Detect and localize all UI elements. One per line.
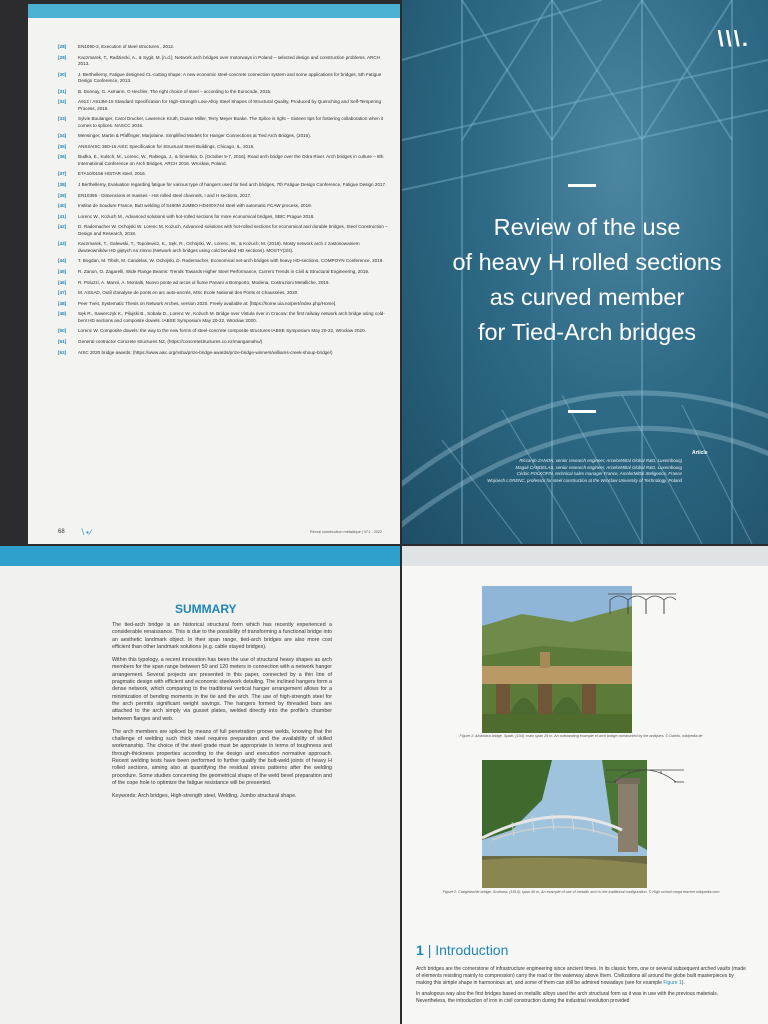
reference-number: [28] xyxy=(58,44,67,49)
article-label: Article xyxy=(692,450,708,456)
reference-item xyxy=(58,224,390,237)
article-title xyxy=(422,210,752,350)
summary-paragraph: Within this typology, a recent innovation has been the use of structural heavy shapes as arch members for the span range between 50 and 120 meters in connection with a network hanger arrangement. Several projects are presented in this paper, connected by a thin line of pragmatic design with efficient and economic steelwork detailing. The inclined hangers form a dense network, which comparing to the traditional vertical hanger arrangement allows for a minimization of bending moments in the tie and the arch. The use of high-strength steel for the arch permits significant weight savings. The hangers formed by threaded bars are attached to the arch simply via gusset plates, welded directly into the profile's chamber between flanges and web. xyxy=(112,657,332,722)
reference-item xyxy=(58,44,390,50)
reference-number: [35] xyxy=(58,143,67,149)
reference-text: T. Bogdan, M. Tibolt, M. Candelas, W. Ochojski, D. Rademacher, Economical net-arch bridges with heavy HD-sections, COMPOYN Conference, 2019. xyxy=(78,258,384,264)
page-number: 68 xyxy=(58,529,65,535)
author: Cédric POLKOFIN, technical sales manager France, ArcelorMittal Steligence, France xyxy=(516,471,682,477)
reference-number: [29] xyxy=(58,54,67,60)
reference-number: [46] xyxy=(58,279,67,285)
reference-number: [38] xyxy=(58,181,67,187)
introduction-page xyxy=(402,546,768,1024)
section-title: Introduction xyxy=(435,942,509,958)
reference-item xyxy=(58,193,390,199)
reference-item xyxy=(58,241,390,254)
intro-paragraph: In analogous way also the first bridges based on metallic alloys used the arch structural form as it was in use with the previous materials. Nevertheless, the introduction of iron in civil construction during the industrial revolution provided xyxy=(416,991,719,1004)
author: Magali CANDELAS, senior research engineer, ArcelorMittal Global R&D, Luxembourg xyxy=(515,464,682,470)
summary-heading: SUMMARY xyxy=(175,602,237,616)
figure-1-link[interactable]: Figure 1 xyxy=(663,980,682,986)
reference-item xyxy=(58,258,390,264)
section-heading: 1 | Introduction xyxy=(416,942,509,958)
reference-item xyxy=(58,154,390,167)
reference-item xyxy=(58,269,390,275)
reference-number: [41] xyxy=(58,213,67,219)
reference-item xyxy=(58,116,390,129)
page-top-band xyxy=(0,546,400,566)
reference-item xyxy=(58,311,390,324)
reference-text: ANSI/AISC 360-16 AISC Specification for Structural Steel Buildings, Chicago, IL, 2016. xyxy=(78,143,255,149)
reference-number: [51] xyxy=(58,338,67,344)
reference-text: R. Zanon, O. Zagarelli, Wide Flange Beams: Trends Towards Higher Steel Performance, Current Trends in Civil & Structural Engineering, 2019. xyxy=(78,268,370,274)
author-list xyxy=(442,458,682,484)
reference-text: Sęk R., Sawerczyk K., Pilujski B., Sobala D., Lorenc W., Kożuch M. Bridge over Vistula river in Cracow: the first railway network arch bridge using cold-bent HD sections and composite dowels. IABSE Symposium May 20-22, Wrocław 2020. xyxy=(78,311,385,323)
reference-number: [30] xyxy=(58,71,67,77)
intro-paragraph xyxy=(416,966,746,987)
journal-logo-icon: \\\. xyxy=(717,26,750,51)
reference-text: A913 / A913M-15 Standard Specification for High-Strength Low-Alloy Steel Shapes of Structural Quality, Produced by Quenching and Self-Tempering Process, 2015. xyxy=(78,99,382,111)
reference-number: [52] xyxy=(58,349,67,355)
reference-number: [40] xyxy=(58,203,67,209)
reference-number: [49] xyxy=(58,311,67,317)
journal-logo-icon: ∖•∕ xyxy=(80,528,93,537)
page-top-band xyxy=(28,4,400,18)
summary-page xyxy=(0,546,400,1024)
reference-number: [42] xyxy=(58,224,67,230)
reference-item xyxy=(58,133,390,139)
summary-paragraph: The tied-arch bridge is an historical structural form which has recently experienced a considerable renaissance. This is due to the possibility of transforming a functional bridge into an aesthetic landmark object. In their span range, tied-arch bridges are also more cost efficient than other landmark solutions (e.g. cable stayed bridges). xyxy=(112,622,332,650)
title-line: of heavy H rolled sections xyxy=(452,249,722,275)
reference-text: Lorenc W., Kożuch M., Advanced solutions with hot-rolled sections for more economical bridges, SBIC Prague 2018. xyxy=(78,213,315,219)
reference-list xyxy=(58,44,390,360)
arch-sketch-icon xyxy=(604,762,686,786)
reference-item xyxy=(58,280,390,286)
reference-text: Institut de Soudure France, Butt welding of S460M JUMBO HD400X744 steel with automatic FCAW process, 2018. xyxy=(78,203,312,209)
introduction-body xyxy=(416,966,746,1009)
reference-number: [50] xyxy=(58,328,67,334)
author: Wojciech LORENC, professor for steel construction at the Wroclaw University of Technology, Poland xyxy=(487,477,682,483)
intro-text: Arch bridges are the cornerstone of infrastructure engineering since ancient times. In its classic form, one or several subsequent arched vaults (made of elements resisting mainly to compression) carry the road or the waterway above them. Civilizations all around the globe built masterpieces by making this simple shape in harmonious art, and some of them can still be admired nowadays (see for example xyxy=(416,966,746,986)
reference-text: Lorenc W. Composite dowels: the way to the new forms of steel-concrete composite structures IABSE Symposium May 20-22, Wrocław 2020. xyxy=(78,328,366,334)
journal-name: Revue construction métallique | N°1 - 2022 xyxy=(310,530,383,534)
intro-text: ). xyxy=(681,980,685,986)
reference-item xyxy=(58,55,390,68)
title-line: for Tied-Arch bridges xyxy=(477,319,697,345)
reference-item xyxy=(58,350,390,356)
reference-item xyxy=(58,301,390,307)
reference-item xyxy=(58,72,390,85)
author: Riccardo ZANON, senior research engineer, ArcelorMittal Global R&D, Luxembourg xyxy=(519,458,682,463)
figure-1-caption: Figure 1: Alcántara bridge, Spain, (104): main span 29 m. An outstanding example of arch bridge constructed by the antiques. © Darkfu, wikipedia.de xyxy=(459,734,703,738)
reference-number: [37] xyxy=(58,171,67,177)
keywords: Keywords: Arch bridges, High-strength steel, Welding, Jumbo structural shape. xyxy=(112,793,297,800)
reference-item xyxy=(58,203,390,209)
reference-number: [43] xyxy=(58,241,67,247)
title-divider xyxy=(568,184,596,187)
arch-sketch-icon xyxy=(606,588,678,616)
title-line: as curved member xyxy=(489,284,685,310)
reference-text: J Berthellemy, Evaluation regarding fatigue for various type of hangers used for tied arch bridges, 7th Fatigue Design Conference, Fatigue Design 2017. xyxy=(78,181,387,187)
reference-item xyxy=(58,89,390,95)
reference-item xyxy=(58,214,390,220)
reference-text: General contractor Concrete structures NZ, (https://concretestructures.co.nz/mangamahu/) xyxy=(78,338,263,344)
reference-number: [33] xyxy=(58,116,67,122)
figure-2-caption: Figure 2: Craigellachie bridge, Scotland, (1814): span 46 m. An example of use of metallic arch in the traditional configuration. © High school mega teacher wikipedia.com xyxy=(442,890,720,894)
reference-item xyxy=(58,99,390,112)
reference-text: Kaczmarek, T., Radziecki, A., & Sygit, M. [n.d.]. Network arch bridges over motorways in Poland – selected design and construction problems. ARCH 2013. xyxy=(78,54,380,66)
reference-text: Budka, E., Kulsch, M., Lorenc, W., Rabiega, J., & Śmierkia, D. [October 5-7, 2016]. Road arch bridge over the Odra River. Arch bridges in culture – 8th International Conference on Arch Bridges, ARCH 2016. Wrocław, Poland. xyxy=(78,154,384,166)
reference-text: EN10365 - Dimensions et masses - Hot rolled steel channels, I and H sections, 2017. xyxy=(78,192,252,198)
reference-number: [39] xyxy=(58,192,67,198)
reference-item xyxy=(58,339,390,345)
reference-item xyxy=(58,290,390,296)
title-divider xyxy=(568,410,596,413)
page-top-band xyxy=(402,546,768,566)
article-cover-page xyxy=(402,0,768,544)
reference-text: Peer Tveit, Systematic Thesis on Network Arches, version 2020. Freely available at: [https://home.uia.no/pert/index.php/Home]. xyxy=(78,300,337,306)
reference-number: [47] xyxy=(58,290,67,296)
summary-body xyxy=(112,622,332,807)
reference-text: J. Berthellemy, Fatigue designed CL-cutting shape: A new economic steel-concrete connection system and some applications for bridges, 5th Fatigue Design Conference, 2013. xyxy=(78,71,382,83)
references-page xyxy=(28,4,400,544)
title-line: Review of the use xyxy=(493,214,681,240)
reference-text: ETA10/0156 HISTAR steel, 2016. xyxy=(78,171,147,177)
reference-text: EN1090-2, Execution of steel structures , 2012. xyxy=(78,44,175,49)
section-number: 1 xyxy=(416,942,424,958)
reference-item xyxy=(58,144,390,150)
reference-text: B. Donnay, G. Axmann, O Hechler, The right choice of steel – according to the Eurocode, 2015. xyxy=(78,88,272,94)
reference-text: R. Poluzzi, A. Manni, A. Montalti, Nuovo ponte ad arcos ul fiume Panaro a Bomporto, Modena, Costruzioni Metalliche, 2019. xyxy=(78,279,330,285)
reference-text: Kaczmarek, T., Galewski, T., Topolewicz, K., Sęk, R., Ochojski, W., Lorenc, W., & Kożuch, M. (2018). Mosty network arch z zastosowaniem dwuteowników HD giętych na zimno (Network arch bridges using cold bended HD sections). MOSTY(3/4). xyxy=(78,241,360,253)
reference-text: Mensinger, Martin & Pfaffinger, Marjolaine. Simplified Models for Hanger Connections at Tied Arch Bridges, (2016). xyxy=(78,133,312,139)
reference-text: Sylvie Boulanger, Carol Drucker, Lawrence Kruth, Duane Miller, Terry Meyer Boake. The Splice is right – Sixteen tips for fostering collaboration when it comes to splices. NASCC 2016. xyxy=(78,116,384,128)
reference-number: [32] xyxy=(58,99,67,105)
reference-number: [48] xyxy=(58,300,67,306)
reference-number: [34] xyxy=(58,133,67,139)
reference-number: [36] xyxy=(58,154,67,160)
reference-item xyxy=(58,328,390,334)
reference-text: M. ASSAD, Outil d'analyse de ponts en arc auto-ancrés, MSc Ecole National des Ponts et Chaussées, 2020. xyxy=(78,290,299,296)
reference-text: AISC 2020 bridge awards: (https://www.aisc.org/nsba/prize-bridge-awards/prize-bridge-winners/williams-creek-shoup-bridge/) xyxy=(78,349,333,355)
page-footer xyxy=(58,527,390,539)
summary-paragraph: The arch members are spliced by means of full penetration groove welds, knowing that the challenge of welding such thick steel requires preparation and the availability of skilled workmanship. The choice of the steel grade must be appropriate in terms of toughness and through-thickness properties according to the design and execution normative approach. Recent welding tests have been performed to further qualify the butt-weld joints of heavy H rolled sections, aiming also at quantifying the residual stress patterns after the welding procedure. Some studies concerning the geometrical shape of the weld bevel preparation and of the cope hole to optimize the fatigue resistance will be presented. xyxy=(112,728,332,786)
reference-number: [44] xyxy=(58,258,67,264)
reference-item xyxy=(58,171,390,177)
reference-number: [45] xyxy=(58,268,67,274)
reference-text: D. Rademacher W. Ochojski W. Lorenc M. Kożuch, Advanced solutions with hot-rolled sections for economical and durable bridges, Steel Construction – Design and Research, 2018. xyxy=(78,224,388,236)
reference-item xyxy=(58,182,390,188)
reference-number: [31] xyxy=(58,88,67,94)
